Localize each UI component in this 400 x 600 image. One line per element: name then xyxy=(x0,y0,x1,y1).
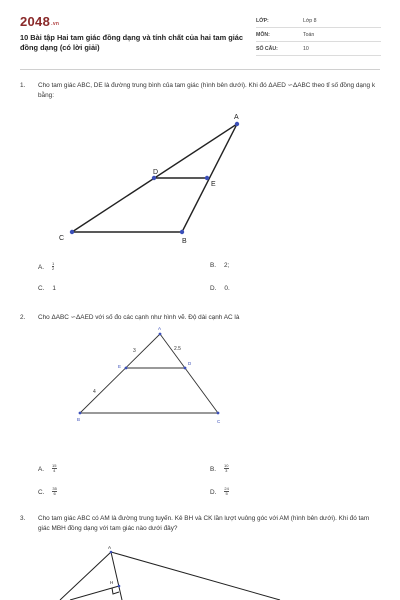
q1-option-d[interactable]: D. 0. xyxy=(210,285,230,292)
fraction: $\frac{24}{5}$ xyxy=(224,486,229,496)
meta-row-subject: MÔN: Toán xyxy=(256,28,381,42)
q2-option-b[interactable]: B. $\frac{10}{3}$ xyxy=(210,463,229,473)
fig1-label-a: A xyxy=(234,114,239,121)
fig2-label-e: E xyxy=(118,364,122,369)
fraction: $\frac{35}{6}$ xyxy=(52,486,57,496)
fig2-label-d: D xyxy=(188,361,192,366)
fig1-label-b: B xyxy=(182,238,187,245)
fig2-length-eb: 4 xyxy=(93,389,96,395)
fig3-label-h: H xyxy=(110,580,114,585)
fig1-label-c: C xyxy=(59,235,65,242)
worksheet-title: 10 Bài tập Hai tam giác đồng dạng và tính chất của hai tam giác đồng dạng (có lời giải) xyxy=(20,33,244,52)
q2-option-c[interactable]: C. $\frac{35}{6}$ xyxy=(38,486,57,496)
fig2-label-b: B xyxy=(77,417,81,422)
meta-row-grade: LỚP: Lớp 8 xyxy=(256,14,381,28)
fig2-label-c: C xyxy=(217,419,221,424)
site-logo[interactable]: 2048.vn xyxy=(20,14,60,29)
q1-option-b[interactable]: B. 2; xyxy=(210,262,230,269)
fig1-label-d: D xyxy=(153,169,159,176)
worksheet-page: 2048.vn 10 Bài tập Hai tam giác đồng dạng và tính chất của hai tam giác đồng dạng (có lời giải) LỚP: Lớp 8 MÔN: Toán SỐ CÂU: 10 1. Cho tam giác ABC, DE là đường trung bình của tam giác (hình bên dưới). Khi đó ΔAED ∽ΔABC theo tỉ số đồng dạng k bằng: A D E C B A. $\frac{1}{2}$ B. 2; C. 1 D. 0. 2. Cho ΔABC ∽ΔAED với số đo các cạnh như hình vẽ. Độ dài cạnh AC là A E D B C 3 2.5 4 A. $\frac{15}{4}$ B. $\frac{10}{3}$ C. $\frac{35}{6}$ D. $\frac{24}{5}$ 3. Cho tam giác ABC có AM là đường trung tuyến. Kẻ BH và CK lần lượt vuông góc với AM (hình bên dưới). Khi đó tam giác MBH đồng dạng với tam giác nào dưới đây? A H xyxy=(0,0,400,600)
fig2-label-a: A xyxy=(158,326,162,331)
fig1-label-e: E xyxy=(211,181,216,188)
fig2-length-ad: 2.5 xyxy=(174,346,181,352)
meta-row-count: SỐ CÂU: 10 xyxy=(256,42,381,56)
q1-option-a[interactable]: A. $\frac{1}{2}$ xyxy=(38,261,55,271)
q2-option-a[interactable]: A. $\frac{15}{4}$ xyxy=(38,463,57,473)
fraction: $\frac{1}{2}$ xyxy=(52,261,55,271)
q1-option-c[interactable]: C. 1 xyxy=(38,285,56,292)
fig2-length-ae: 3 xyxy=(133,348,136,354)
fig3-label-a: A xyxy=(108,545,112,550)
fraction: $\frac{15}{4}$ xyxy=(52,463,57,473)
q2-option-d[interactable]: D. $\frac{24}{5}$ xyxy=(210,486,229,496)
fraction: $\frac{10}{3}$ xyxy=(224,463,229,473)
